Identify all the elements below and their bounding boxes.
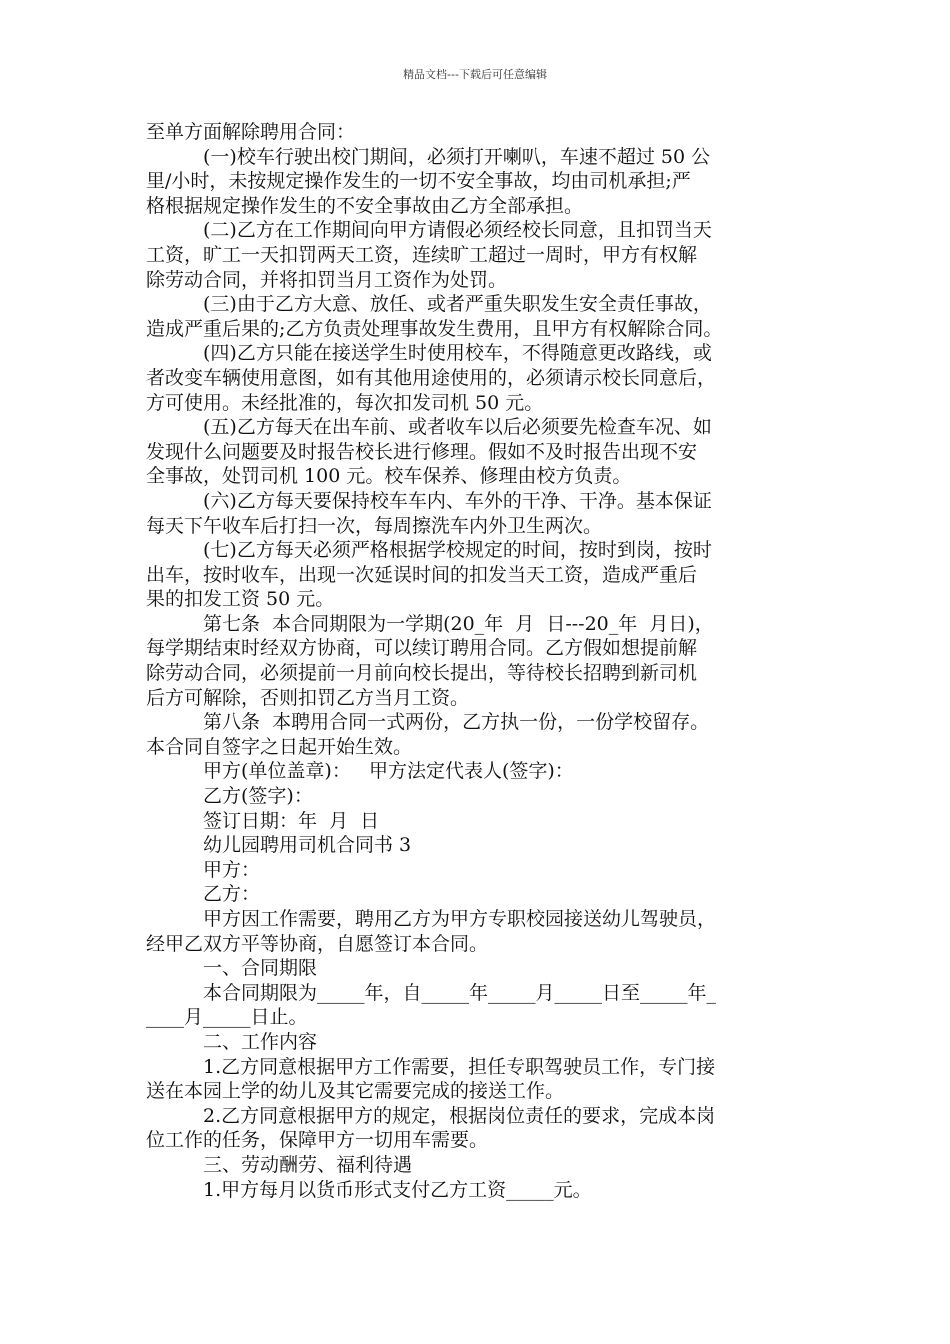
text-line: 2.乙方同意根据甲方的规定，根据岗位责任的要求，完成本岗 <box>203 1104 716 1127</box>
text-line: 里/小时，未按规定操作发生的一切不安全事故，均由司机承担;严 <box>146 170 691 193</box>
text-line: 全事故，处罚司机 100 元。校车保养、修理由校方负责。 <box>146 465 632 488</box>
text-line: 甲方(单位盖章)： 甲方法定代表人(签字)： <box>203 760 574 783</box>
text-line: 除劳动合同，并将扣罚当月工资作为处罚。 <box>146 268 508 291</box>
text-line: 造成严重后果的;乙方负责处理事故发生费用，且甲方有权解除合同。 <box>146 317 723 340</box>
text-line: 1.甲方每月以货币形式支付乙方工资_____元。 <box>203 1178 592 1201</box>
text-line: 后方可解除，否则扣罚乙方当月工资。 <box>146 686 470 709</box>
text-line: 方可使用。未经批准的，每次扣发司机 50 元。 <box>146 391 544 414</box>
text-line: 乙方： <box>203 883 261 906</box>
text-line: 位工作的任务，保障甲方一切用车需要。 <box>146 1129 489 1152</box>
text-line: 甲方因工作需要，聘用乙方为甲方专职校园接送幼儿驾驶员， <box>203 908 717 930</box>
text-line: 除劳动合同，必须提前一月前向校长提出，等待校长招聘到新司机 <box>146 662 698 685</box>
text-line: 第七条 本合同期限为一学期(20_年 月 日---20_年 月日)， <box>203 612 714 635</box>
text-line: (五)乙方每天在出车前、或者收车以后必须要先检查车况、如 <box>203 416 712 439</box>
text-line: 每学期结束时经双方协商，可以续订聘用合同。乙方假如想提前解 <box>146 637 698 660</box>
text-line: (四)乙方只能在接送学生时使用校车，不得随意更改路线，或 <box>203 342 712 365</box>
text-line: (七)乙方每天必须严格根据学校规定的时间，按时到岗，按时 <box>203 539 712 562</box>
text-line: 第八条 本聘用合同一式两份，乙方执一份，一份学校留存。 <box>203 711 710 734</box>
text-line: 甲方： <box>203 858 261 881</box>
text-line: 格根据规定操作发生的不安全事故由乙方全部承担。 <box>146 194 584 217</box>
text-line: (二)乙方在工作期间向甲方请假必须经校长同意，且扣罚当天 <box>203 219 712 242</box>
text-line: 本合同期限为_____年，自_____年_____月_____日至_____年_ <box>203 981 717 1004</box>
text-line: 果的扣发工资 50 元。 <box>146 588 335 611</box>
page-header: 精品文档---下载后可任意编辑 <box>403 68 547 81</box>
text-line: 一、合同期限 <box>203 957 318 980</box>
text-line: 幼儿园聘用司机合同书 3 <box>203 834 412 857</box>
text-line: ____月_____日止。 <box>146 1006 308 1029</box>
text-line: 送在本园上学的幼儿及其它需要完成的接送工作。 <box>146 1080 565 1103</box>
text-line: 者改变车辆使用意图，如有其他用途使用的，必须请示校长同意后， <box>146 366 717 389</box>
text-line: 至单方面解除聘用合同： <box>146 121 356 143</box>
text-line: 二、工作内容 <box>203 1030 318 1053</box>
text-line: 本合同自签字之日起开始生效。 <box>146 735 413 758</box>
text-line: 每天下午收车后打扫一次，每周擦洗车内外卫生两次。 <box>146 514 603 537</box>
document-body <box>146 120 814 1202</box>
text-line: 工资，旷工一天扣罚两天工资，连续旷工超过一周时，甲方有权解 <box>146 243 698 266</box>
text-line: 三、劳动酬劳、福利待遇 <box>203 1153 413 1176</box>
text-line: 出车，按时收车，出现一次延误时间的扣发当天工资，造成严重后 <box>146 563 698 586</box>
text-line: 签订日期：年 月 日 <box>203 809 380 832</box>
text-line: (三)由于乙方大意、放任、或者严重失职发生安全责任事故， <box>203 293 712 316</box>
text-line: 发现什么问题要及时报告校长进行修理。假如不及时报告出现不安 <box>146 440 698 463</box>
text-line: (六)乙方每天要保持校车车内、车外的干净、干净。基本保证 <box>203 489 712 512</box>
text-line: 1.乙方同意根据甲方工作需要，担任专职驾驶员工作，专门接 <box>203 1055 716 1078</box>
text-line: 乙方(签字)： <box>203 785 313 808</box>
text-line: 经甲乙双方平等协商，自愿签订本合同。 <box>146 932 489 955</box>
text-line: (一)校车行驶出校门期间，必须打开喇叭，车速不超过 50 公 <box>203 145 711 168</box>
